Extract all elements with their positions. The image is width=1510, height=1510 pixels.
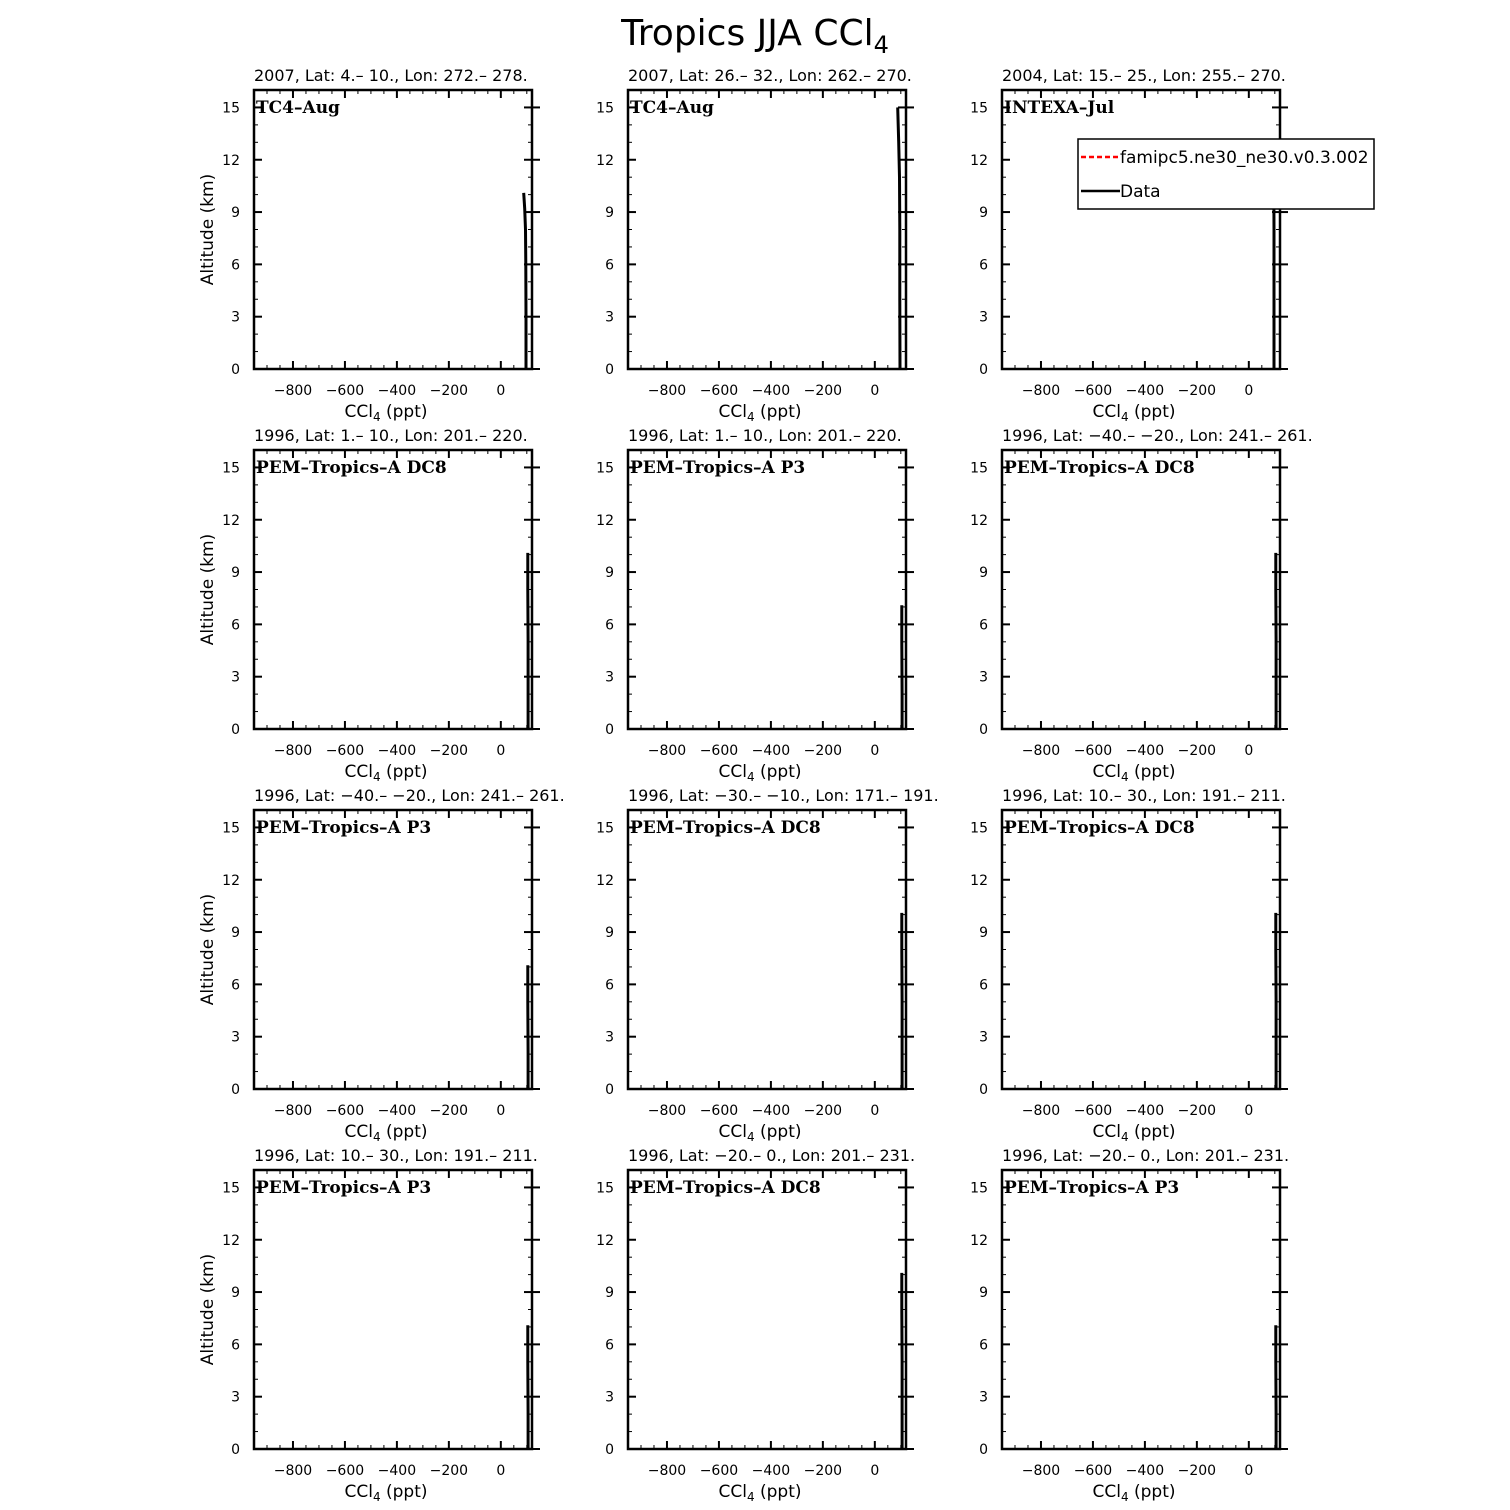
panel-subtitle: 2004, Lat: 15.– 25., Lon: 255.– 270. (1002, 66, 1286, 85)
x-tick-label: −200 (429, 1463, 469, 1479)
x-tick-label: −800 (273, 1463, 313, 1479)
x-tick-label: −400 (751, 383, 791, 399)
x-tick-label: −200 (803, 383, 843, 399)
x-tick-label: −400 (1125, 383, 1165, 399)
x-tick-label: −600 (699, 1463, 739, 1479)
x-tick-label: 0 (1244, 1103, 1254, 1119)
y-tick-label: 9 (231, 925, 240, 942)
panel-subtitle: 2007, Lat: 26.– 32., Lon: 262.– 270. (628, 66, 912, 85)
y-tick-label: 0 (231, 722, 240, 738)
y-tick-label: 0 (231, 1442, 240, 1458)
x-tick-label: −400 (751, 1463, 791, 1479)
campaign-label: TC4–Aug (630, 98, 714, 118)
x-tick-label: 0 (496, 1463, 506, 1479)
panel-4 (198, 426, 540, 784)
x-tick-label: −200 (1177, 383, 1217, 399)
y-axis-label: Altitude (km) (198, 1253, 218, 1366)
y-tick-label: 0 (605, 1082, 614, 1098)
x-tick-label: −800 (1021, 1103, 1061, 1119)
panel-8 (596, 786, 939, 1144)
y-tick-label: 3 (605, 1029, 614, 1046)
panel-subtitle: 1996, Lat: −40.– −20., Lon: 241.– 261. (1002, 426, 1313, 445)
y-axis-label: Altitude (km) (198, 173, 218, 286)
y-tick-label: 3 (605, 309, 614, 326)
panel-subtitle: 2007, Lat: 4.– 10., Lon: 272.– 278. (254, 66, 528, 85)
x-tick-label: −800 (273, 383, 313, 399)
x-axis-label: CCl$_4$ (ppt) (1092, 762, 1176, 784)
y-axis-label: Altitude (km) (198, 533, 218, 646)
x-tick-label: −200 (803, 1463, 843, 1479)
y-tick-label: 3 (605, 669, 614, 686)
plot-frame (1002, 450, 1280, 729)
y-tick-label: 12 (596, 512, 614, 529)
y-tick-label: 12 (596, 872, 614, 889)
y-tick-label: 6 (979, 617, 988, 634)
y-tick-label: 0 (979, 722, 988, 738)
panel-1 (198, 66, 540, 424)
x-tick-label: −400 (1125, 1463, 1165, 1479)
y-tick-label: 6 (231, 257, 240, 274)
x-tick-label: −200 (429, 1103, 469, 1119)
x-tick-label: −800 (647, 743, 687, 759)
y-tick-label: 9 (231, 1285, 240, 1302)
y-tick-label: 12 (222, 1232, 240, 1249)
x-tick-label: −200 (1177, 1103, 1217, 1119)
y-tick-label: 15 (970, 100, 988, 117)
campaign-label: PEM–Tropics–A P3 (1004, 1178, 1180, 1198)
y-tick-label: 12 (970, 512, 988, 529)
y-axis-label: Altitude (km) (198, 893, 218, 1006)
x-tick-label: −600 (699, 1103, 739, 1119)
panel-subtitle: 1996, Lat: 10.– 30., Lon: 191.– 211. (1002, 786, 1286, 805)
x-tick-label: 0 (1244, 383, 1254, 399)
campaign-label: PEM–Tropics–A P3 (256, 818, 432, 838)
y-tick-label: 12 (222, 152, 240, 169)
campaign-label: TC4–Aug (256, 98, 340, 118)
y-tick-label: 3 (979, 669, 988, 686)
series-line-data (524, 193, 526, 369)
y-tick-label: 12 (222, 512, 240, 529)
x-tick-label: 0 (870, 383, 880, 399)
x-tick-label: −600 (1073, 383, 1113, 399)
plot-frame (254, 450, 532, 729)
y-tick-label: 15 (222, 1180, 240, 1197)
y-tick-label: 6 (231, 977, 240, 994)
panel-subtitle: 1996, Lat: −30.– −10., Lon: 171.– 191. (628, 786, 939, 805)
campaign-label: INTEXA–Jul (1004, 98, 1115, 118)
panel-subtitle: 1996, Lat: 1.– 10., Lon: 201.– 220. (254, 426, 528, 445)
plot-frame (628, 1170, 906, 1449)
x-tick-label: −200 (803, 1103, 843, 1119)
y-tick-label: 6 (231, 617, 240, 634)
x-tick-label: −800 (1021, 1463, 1061, 1479)
x-tick-label: −800 (647, 383, 687, 399)
y-tick-label: 15 (970, 820, 988, 837)
x-tick-label: −600 (325, 383, 365, 399)
x-axis-label: CCl$_4$ (ppt) (344, 1122, 428, 1144)
panel-subtitle: 1996, Lat: 1.– 10., Lon: 201.– 220. (628, 426, 902, 445)
x-tick-label: −400 (751, 1103, 791, 1119)
y-tick-label: 3 (979, 1029, 988, 1046)
x-tick-label: −800 (647, 1463, 687, 1479)
plot-frame (628, 90, 906, 369)
x-axis-label: CCl$_4$ (ppt) (344, 402, 428, 424)
y-tick-label: 9 (605, 205, 614, 222)
y-tick-label: 3 (979, 309, 988, 326)
y-tick-label: 3 (231, 309, 240, 326)
y-tick-label: 12 (596, 1232, 614, 1249)
panel-3 (970, 66, 1288, 424)
legend-entry: Data (1120, 182, 1161, 202)
x-tick-label: −200 (1177, 743, 1217, 759)
y-tick-label: 15 (596, 460, 614, 477)
x-tick-label: −400 (1125, 743, 1165, 759)
x-axis-label: CCl$_4$ (ppt) (718, 762, 802, 784)
x-tick-label: 0 (1244, 1463, 1254, 1479)
x-tick-label: −600 (325, 1103, 365, 1119)
x-tick-label: −400 (377, 1463, 417, 1479)
panel-subtitle: 1996, Lat: −40.– −20., Lon: 241.– 261. (254, 786, 565, 805)
campaign-label: PEM–Tropics–A DC8 (630, 1178, 821, 1198)
y-tick-label: 15 (222, 460, 240, 477)
y-tick-label: 9 (605, 925, 614, 942)
legend-entry: famipc5.ne30_ne30.v0.3.002 (1120, 148, 1369, 168)
y-tick-label: 15 (596, 100, 614, 117)
y-tick-label: 0 (979, 1442, 988, 1458)
y-tick-label: 15 (222, 100, 240, 117)
plot-frame (1002, 90, 1280, 369)
panel-11 (596, 1146, 915, 1504)
y-tick-label: 0 (605, 722, 614, 738)
x-axis-label: CCl$_4$ (ppt) (718, 1122, 802, 1144)
x-tick-label: −400 (751, 743, 791, 759)
y-tick-label: 15 (970, 460, 988, 477)
y-tick-label: 6 (605, 257, 614, 274)
y-tick-label: 6 (605, 977, 614, 994)
x-tick-label: −400 (377, 1103, 417, 1119)
panels (198, 66, 1374, 1504)
x-tick-label: −600 (699, 383, 739, 399)
x-tick-label: −200 (1177, 1463, 1217, 1479)
panel-5 (596, 426, 914, 784)
campaign-label: PEM–Tropics–A DC8 (1004, 458, 1195, 478)
x-tick-label: 0 (496, 743, 506, 759)
y-tick-label: 6 (979, 1337, 988, 1354)
x-tick-label: 0 (870, 1463, 880, 1479)
y-tick-label: 15 (970, 1180, 988, 1197)
y-tick-label: 6 (605, 1337, 614, 1354)
campaign-label: PEM–Tropics–A DC8 (256, 458, 447, 478)
x-tick-label: 0 (870, 743, 880, 759)
y-tick-label: 15 (222, 820, 240, 837)
campaign-label: PEM–Tropics–A DC8 (1004, 818, 1195, 838)
panel-10 (198, 1146, 540, 1504)
x-tick-label: −800 (1021, 743, 1061, 759)
campaign-label: PEM–Tropics–A DC8 (630, 818, 821, 838)
panel-6 (970, 426, 1313, 784)
x-tick-label: 0 (496, 383, 506, 399)
y-tick-label: 12 (970, 1232, 988, 1249)
x-tick-label: −800 (273, 743, 313, 759)
x-axis-label: CCl$_4$ (ppt) (344, 762, 428, 784)
x-tick-label: −800 (1021, 383, 1061, 399)
panel-subtitle: 1996, Lat: −20.– 0., Lon: 201.– 231. (628, 1146, 916, 1165)
x-tick-label: −800 (647, 1103, 687, 1119)
x-tick-label: −400 (377, 743, 417, 759)
campaign-label: PEM–Tropics–A P3 (256, 1178, 432, 1198)
series-line-data (898, 107, 900, 369)
panel-9 (970, 786, 1288, 1144)
y-tick-label: 6 (979, 257, 988, 274)
x-tick-label: −600 (699, 743, 739, 759)
y-tick-label: 6 (231, 1337, 240, 1354)
y-tick-label: 9 (231, 205, 240, 222)
panel-2 (596, 66, 914, 424)
x-tick-label: −600 (1073, 1103, 1113, 1119)
plot-frame (254, 90, 532, 369)
plot-frame (1002, 810, 1280, 1089)
panel-subtitle: 1996, Lat: 10.– 30., Lon: 191.– 211. (254, 1146, 538, 1165)
y-tick-label: 0 (231, 1082, 240, 1098)
y-tick-label: 0 (605, 1442, 614, 1458)
x-tick-label: 0 (870, 1103, 880, 1119)
plot-frame (254, 810, 532, 1089)
x-tick-label: −600 (1073, 1463, 1113, 1479)
x-axis-label: CCl$_4$ (ppt) (1092, 1482, 1176, 1504)
y-tick-label: 15 (596, 1180, 614, 1197)
y-tick-label: 3 (605, 1389, 614, 1406)
y-tick-label: 12 (970, 872, 988, 889)
x-tick-label: −400 (377, 383, 417, 399)
x-tick-label: 0 (1244, 743, 1254, 759)
y-tick-label: 0 (231, 362, 240, 378)
y-tick-label: 3 (231, 669, 240, 686)
y-tick-label: 0 (979, 1082, 988, 1098)
y-tick-label: 0 (979, 362, 988, 378)
panel-12 (970, 1146, 1289, 1504)
y-tick-label: 12 (222, 872, 240, 889)
x-tick-label: −200 (803, 743, 843, 759)
y-tick-label: 3 (979, 1389, 988, 1406)
plot-frame (628, 450, 906, 729)
x-axis-label: CCl$_4$ (ppt) (344, 1482, 428, 1504)
y-tick-label: 3 (231, 1029, 240, 1046)
panel-7 (198, 786, 565, 1144)
y-tick-label: 15 (596, 820, 614, 837)
x-tick-label: −600 (325, 743, 365, 759)
x-axis-label: CCl$_4$ (ppt) (1092, 1122, 1176, 1144)
panel-subtitle: 1996, Lat: −20.– 0., Lon: 201.– 231. (1002, 1146, 1290, 1165)
x-tick-label: −400 (1125, 1103, 1165, 1119)
y-tick-label: 9 (979, 1285, 988, 1302)
y-tick-label: 6 (605, 617, 614, 634)
y-tick-label: 9 (979, 925, 988, 942)
y-tick-label: 6 (979, 977, 988, 994)
y-tick-label: 3 (231, 1389, 240, 1406)
y-tick-label: 9 (605, 1285, 614, 1302)
x-tick-label: −200 (429, 743, 469, 759)
x-tick-label: −600 (1073, 743, 1113, 759)
x-axis-label: CCl$_4$ (ppt) (1092, 402, 1176, 424)
x-axis-label: CCl$_4$ (ppt) (718, 402, 802, 424)
y-tick-label: 9 (979, 205, 988, 222)
x-tick-label: −600 (325, 1463, 365, 1479)
figure-title: Tropics JJA CCl$_4$ (621, 13, 889, 59)
y-tick-label: 12 (596, 152, 614, 169)
x-tick-label: −800 (273, 1103, 313, 1119)
x-tick-label: −200 (429, 383, 469, 399)
plot-frame (1002, 1170, 1280, 1449)
y-tick-label: 0 (605, 362, 614, 378)
y-tick-label: 9 (231, 565, 240, 582)
y-tick-label: 9 (605, 565, 614, 582)
legend (1078, 139, 1374, 209)
x-axis-label: CCl$_4$ (ppt) (718, 1482, 802, 1504)
campaign-label: PEM–Tropics–A P3 (630, 458, 806, 478)
y-tick-label: 9 (979, 565, 988, 582)
plot-frame (254, 1170, 532, 1449)
plot-frame (628, 810, 906, 1089)
y-tick-label: 12 (970, 152, 988, 169)
x-tick-label: 0 (496, 1103, 506, 1119)
